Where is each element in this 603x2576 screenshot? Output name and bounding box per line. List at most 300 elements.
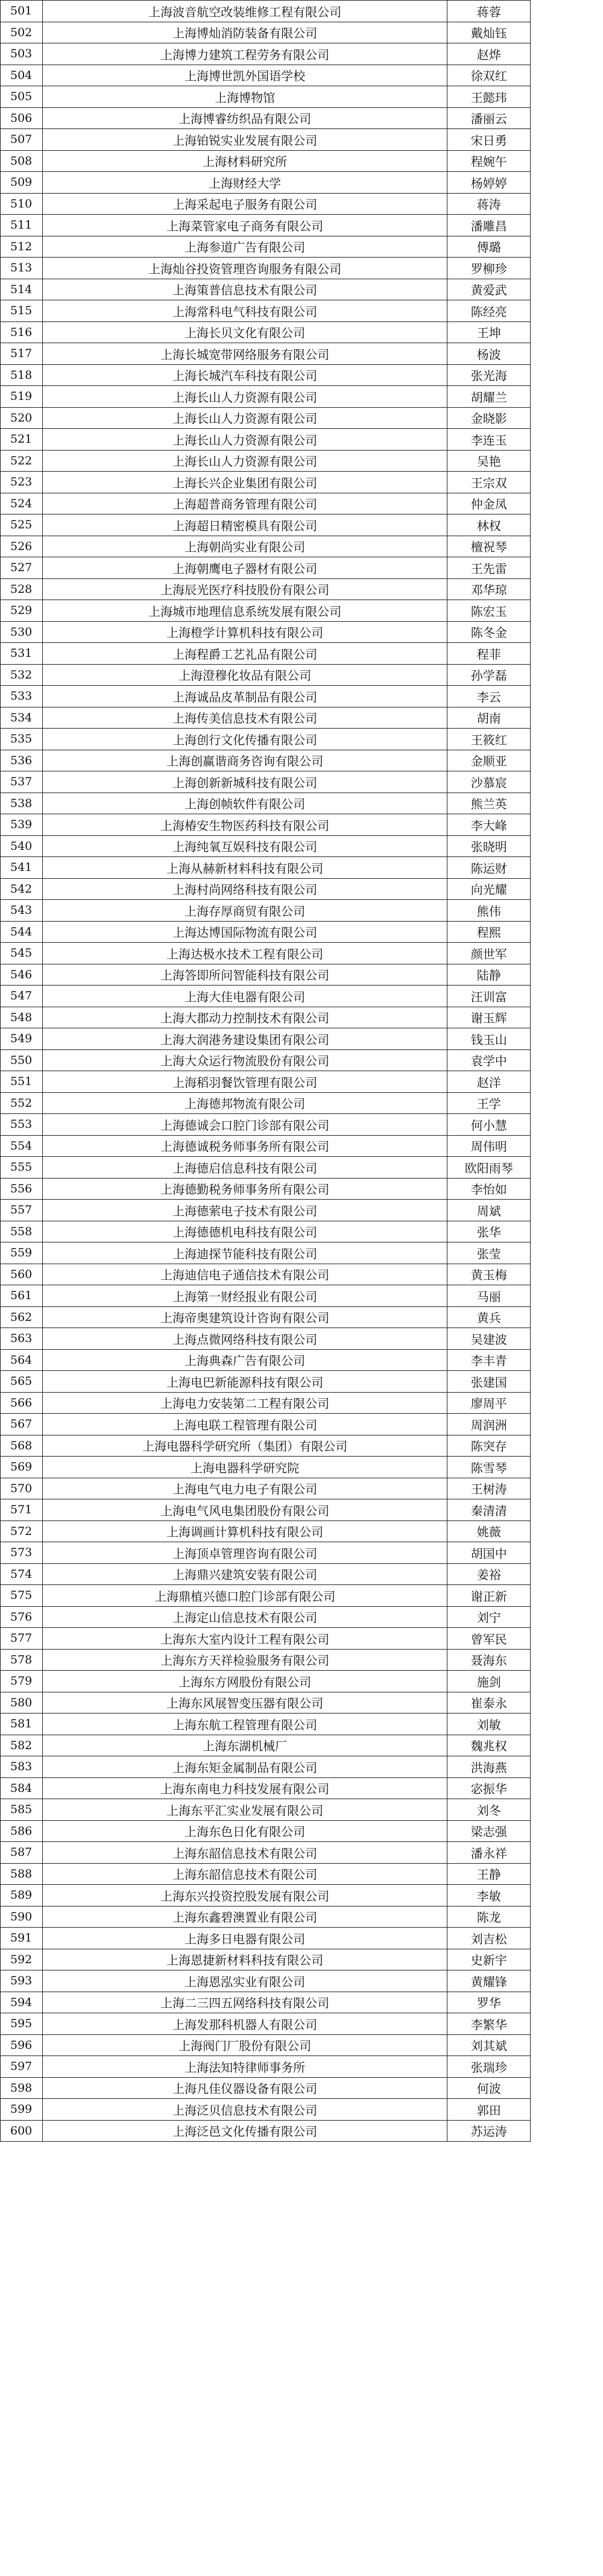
company-name-cell: 上海电气电力电子有限公司 bbox=[42, 1478, 447, 1499]
table-row bbox=[1, 921, 603, 943]
blank-margin-cell bbox=[531, 343, 603, 365]
table-row bbox=[1, 814, 603, 836]
table-row bbox=[1, 1906, 603, 1928]
blank-margin-cell bbox=[531, 1692, 603, 1714]
row-number-cell: 578 bbox=[1, 1649, 43, 1671]
row-number-cell: 508 bbox=[1, 150, 43, 172]
blank-margin-cell bbox=[531, 1906, 603, 1928]
person-name-cell: 张建国 bbox=[447, 1371, 531, 1393]
blank-margin-cell bbox=[531, 1092, 603, 1114]
person-name-cell: 施剑 bbox=[447, 1671, 531, 1692]
row-number-cell: 527 bbox=[1, 557, 43, 579]
person-name-cell: 杨婷婷 bbox=[447, 172, 531, 194]
blank-margin-cell bbox=[531, 1992, 603, 2013]
person-name-cell: 黄爱武 bbox=[447, 279, 531, 300]
blank-margin-cell bbox=[531, 964, 603, 986]
company-name-cell: 上海策普信息技术有限公司 bbox=[42, 279, 447, 300]
blank-margin-cell bbox=[531, 364, 603, 386]
blank-margin-cell bbox=[531, 878, 603, 900]
table-row bbox=[1, 364, 603, 386]
person-name-cell: 罗柳珍 bbox=[447, 258, 531, 279]
person-name-cell: 王先雷 bbox=[447, 557, 531, 579]
person-name-cell: 欧阳雨琴 bbox=[447, 1157, 531, 1179]
row-number-cell: 591 bbox=[1, 1928, 43, 1949]
row-number-cell: 515 bbox=[1, 300, 43, 322]
person-name-cell: 蒋蓉 bbox=[447, 1, 531, 22]
table-row bbox=[1, 1499, 603, 1521]
row-number-cell: 523 bbox=[1, 472, 43, 493]
table-row bbox=[1, 1221, 603, 1242]
row-number-cell: 564 bbox=[1, 1349, 43, 1371]
company-name-cell: 上海答即所问智能科技有限公司 bbox=[42, 964, 447, 986]
blank-margin-cell bbox=[531, 236, 603, 258]
table-row bbox=[1, 1135, 603, 1157]
table-row bbox=[1, 536, 603, 557]
row-number-cell: 516 bbox=[1, 321, 43, 343]
table-row bbox=[1, 150, 603, 172]
row-number-cell: 563 bbox=[1, 1328, 43, 1350]
row-number-cell: 509 bbox=[1, 172, 43, 194]
person-name-cell: 周润洲 bbox=[447, 1414, 531, 1435]
table-row bbox=[1, 1756, 603, 1778]
table-row bbox=[1, 1863, 603, 1885]
table-row bbox=[1, 2056, 603, 2078]
row-number-cell: 519 bbox=[1, 386, 43, 408]
table-row bbox=[1, 1777, 603, 1799]
company-name-cell: 上海东矩金属制品有限公司 bbox=[42, 1756, 447, 1778]
company-name-cell: 上海德德机电科技有限公司 bbox=[42, 1221, 447, 1242]
row-number-cell: 552 bbox=[1, 1092, 43, 1114]
blank-margin-cell bbox=[531, 129, 603, 151]
company-name-cell: 上海鼎兴建筑安装有限公司 bbox=[42, 1563, 447, 1585]
table-row bbox=[1, 750, 603, 771]
person-name-cell: 马丽 bbox=[447, 1285, 531, 1307]
blank-margin-cell bbox=[531, 429, 603, 451]
table-row bbox=[1, 1071, 603, 1093]
company-name-cell: 上海创帧软件有限公司 bbox=[42, 793, 447, 814]
company-name-cell: 上海椿安生物医药科技有限公司 bbox=[42, 814, 447, 836]
person-name-cell: 王懿玮 bbox=[447, 86, 531, 108]
table-row bbox=[1, 236, 603, 258]
row-number-cell: 558 bbox=[1, 1221, 43, 1242]
row-number-cell: 548 bbox=[1, 1007, 43, 1028]
blank-margin-cell bbox=[531, 1221, 603, 1242]
row-number-cell: 569 bbox=[1, 1457, 43, 1478]
blank-margin-cell bbox=[531, 2034, 603, 2056]
row-number-cell: 531 bbox=[1, 643, 43, 665]
table-row bbox=[1, 343, 603, 365]
blank-margin-cell bbox=[531, 1863, 603, 1885]
table-row bbox=[1, 193, 603, 215]
blank-margin-cell bbox=[531, 1928, 603, 1949]
company-name-cell: 上海发那科机器人有限公司 bbox=[42, 2013, 447, 2035]
table-row bbox=[1, 557, 603, 579]
blank-margin-cell bbox=[531, 1049, 603, 1071]
person-name-cell: 赵烨 bbox=[447, 43, 531, 65]
row-number-cell: 539 bbox=[1, 814, 43, 836]
table-row bbox=[1, 407, 603, 429]
blank-margin-cell bbox=[531, 1, 603, 22]
person-name-cell: 张瑞珍 bbox=[447, 2056, 531, 2078]
company-name-cell: 上海电器科学研究所（集团）有限公司 bbox=[42, 1435, 447, 1457]
blank-margin-cell bbox=[531, 1007, 603, 1028]
row-number-cell: 592 bbox=[1, 1949, 43, 1970]
company-name-cell: 上海德启信息科技有限公司 bbox=[42, 1157, 447, 1179]
row-number-cell: 504 bbox=[1, 65, 43, 86]
table-row bbox=[1, 300, 603, 322]
blank-margin-cell bbox=[531, 814, 603, 836]
row-number-cell: 538 bbox=[1, 793, 43, 814]
person-name-cell: 苏运涛 bbox=[447, 2120, 531, 2142]
person-name-cell: 何小慧 bbox=[447, 1114, 531, 1136]
blank-margin-cell bbox=[531, 1521, 603, 1542]
row-number-cell: 547 bbox=[1, 986, 43, 1007]
blank-margin-cell bbox=[531, 2077, 603, 2099]
table-row bbox=[1, 1285, 603, 1307]
person-name-cell: 吴艳 bbox=[447, 450, 531, 472]
company-name-cell: 上海澄穆化妆品有限公司 bbox=[42, 664, 447, 686]
company-name-cell: 上海菜管家电子商务有限公司 bbox=[42, 215, 447, 236]
row-number-cell: 581 bbox=[1, 1714, 43, 1735]
person-name-cell: 何波 bbox=[447, 2077, 531, 2099]
company-name-cell: 上海点微网络科技有限公司 bbox=[42, 1328, 447, 1350]
table-row bbox=[1, 1414, 603, 1435]
company-name-cell: 上海法知特律师事务所 bbox=[42, 2056, 447, 2078]
table-row bbox=[1, 1435, 603, 1457]
company-name-cell: 上海东平汇实业发展有限公司 bbox=[42, 1799, 447, 1821]
row-number-cell: 567 bbox=[1, 1414, 43, 1435]
table-row bbox=[1, 450, 603, 472]
table-row bbox=[1, 1521, 603, 1542]
table-row bbox=[1, 578, 603, 600]
blank-margin-cell bbox=[531, 664, 603, 686]
person-name-cell: 徐双红 bbox=[447, 65, 531, 86]
row-number-cell: 587 bbox=[1, 1842, 43, 1864]
table-row bbox=[1, 835, 603, 857]
person-name-cell: 廖周平 bbox=[447, 1392, 531, 1414]
row-number-cell: 560 bbox=[1, 1264, 43, 1285]
table-row bbox=[1, 1885, 603, 1907]
row-number-cell: 588 bbox=[1, 1863, 43, 1885]
table-row bbox=[1, 1542, 603, 1564]
table-row bbox=[1, 1692, 603, 1714]
row-number-cell: 528 bbox=[1, 578, 43, 600]
person-name-cell: 檀祝琴 bbox=[447, 536, 531, 557]
company-name-cell: 上海电力安装第二工程有限公司 bbox=[42, 1392, 447, 1414]
blank-margin-cell bbox=[531, 2013, 603, 2035]
person-name-cell: 王坤 bbox=[447, 321, 531, 343]
table-row bbox=[1, 386, 603, 408]
company-name-cell: 上海博睿纺织品有限公司 bbox=[42, 107, 447, 129]
company-name-cell: 上海德诚税务师事务所有限公司 bbox=[42, 1135, 447, 1157]
blank-margin-cell bbox=[531, 1135, 603, 1157]
row-number-cell: 532 bbox=[1, 664, 43, 686]
person-name-cell: 张莹 bbox=[447, 1242, 531, 1264]
blank-margin-cell bbox=[531, 1649, 603, 1671]
company-name-cell: 上海电气风电集团股份有限公司 bbox=[42, 1499, 447, 1521]
table-row bbox=[1, 215, 603, 236]
blank-margin-cell bbox=[531, 1285, 603, 1307]
row-number-cell: 514 bbox=[1, 279, 43, 300]
table-row bbox=[1, 1735, 603, 1756]
blank-margin-cell bbox=[531, 1671, 603, 1692]
company-name-cell: 上海博世凯外国语学校 bbox=[42, 65, 447, 86]
table-row bbox=[1, 1842, 603, 1864]
company-name-cell: 上海达博国际物流有限公司 bbox=[42, 921, 447, 943]
company-name-cell: 上海从赫新材料科技有限公司 bbox=[42, 857, 447, 879]
blank-margin-cell bbox=[531, 514, 603, 536]
company-name-cell: 上海长山人力资源有限公司 bbox=[42, 429, 447, 451]
blank-margin-cell bbox=[531, 686, 603, 707]
table-row bbox=[1, 1563, 603, 1585]
blank-margin-cell bbox=[531, 65, 603, 86]
company-name-cell: 上海德勤税务师事务所有限公司 bbox=[42, 1178, 447, 1200]
row-number-cell: 590 bbox=[1, 1906, 43, 1928]
blank-margin-cell bbox=[531, 1371, 603, 1393]
blank-margin-cell bbox=[531, 1028, 603, 1050]
blank-margin-cell bbox=[531, 900, 603, 922]
blank-margin-cell bbox=[531, 1842, 603, 1864]
row-number-cell: 530 bbox=[1, 621, 43, 643]
person-name-cell: 曾军民 bbox=[447, 1628, 531, 1650]
row-number-cell: 561 bbox=[1, 1285, 43, 1307]
row-number-cell: 599 bbox=[1, 2099, 43, 2121]
company-name-cell: 上海电巴新能源科技有限公司 bbox=[42, 1371, 447, 1393]
person-name-cell: 陆静 bbox=[447, 964, 531, 986]
blank-margin-cell bbox=[531, 1799, 603, 1821]
row-number-cell: 585 bbox=[1, 1799, 43, 1821]
row-number-cell: 542 bbox=[1, 878, 43, 900]
table-row bbox=[1, 600, 603, 622]
blank-margin-cell bbox=[531, 835, 603, 857]
table-row bbox=[1, 1992, 603, 2013]
blank-margin-cell bbox=[531, 1820, 603, 1842]
blank-margin-cell bbox=[531, 1714, 603, 1735]
company-name-cell: 上海博物馆 bbox=[42, 86, 447, 108]
blank-margin-cell bbox=[531, 1478, 603, 1499]
company-name-cell: 上海长贝文化有限公司 bbox=[42, 321, 447, 343]
blank-margin-cell bbox=[531, 621, 603, 643]
blank-margin-cell bbox=[531, 1414, 603, 1435]
table-row bbox=[1, 86, 603, 108]
company-name-cell: 上海德邦物流有限公司 bbox=[42, 1092, 447, 1114]
person-name-cell: 胡国中 bbox=[447, 1542, 531, 1564]
row-number-cell: 565 bbox=[1, 1371, 43, 1393]
company-name-cell: 上海东色日化有限公司 bbox=[42, 1820, 447, 1842]
blank-margin-cell bbox=[531, 1157, 603, 1179]
blank-margin-cell bbox=[531, 1328, 603, 1350]
company-name-cell: 上海泛贝信息技术有限公司 bbox=[42, 2099, 447, 2121]
row-number-cell: 597 bbox=[1, 2056, 43, 2078]
row-number-cell: 543 bbox=[1, 900, 43, 922]
company-name-cell: 上海城市地理信息系统发展有限公司 bbox=[42, 600, 447, 622]
person-name-cell: 张晓明 bbox=[447, 835, 531, 857]
row-number-cell: 546 bbox=[1, 964, 43, 986]
row-number-cell: 573 bbox=[1, 1542, 43, 1564]
company-name-cell: 上海二三四五网络科技有限公司 bbox=[42, 1992, 447, 2013]
person-name-cell: 戴灿钰 bbox=[447, 22, 531, 43]
person-name-cell: 刘敏 bbox=[447, 1714, 531, 1735]
person-name-cell: 李丰青 bbox=[447, 1349, 531, 1371]
blank-margin-cell bbox=[531, 729, 603, 750]
blank-margin-cell bbox=[531, 493, 603, 514]
company-name-cell: 上海电联工程管理有限公司 bbox=[42, 1414, 447, 1435]
company-name-cell: 上海传美信息技术有限公司 bbox=[42, 707, 447, 729]
row-number-cell: 595 bbox=[1, 2013, 43, 2035]
blank-margin-cell bbox=[531, 1735, 603, 1756]
person-name-cell: 陈雪琴 bbox=[447, 1457, 531, 1478]
blank-margin-cell bbox=[531, 1606, 603, 1628]
person-name-cell: 杨波 bbox=[447, 343, 531, 365]
company-name-cell: 上海大郡动力控制技术有限公司 bbox=[42, 1007, 447, 1028]
row-number-cell: 541 bbox=[1, 857, 43, 879]
blank-margin-cell bbox=[531, 1178, 603, 1200]
company-name-cell: 上海创赢谐商务咨询有限公司 bbox=[42, 750, 447, 771]
person-name-cell: 罗华 bbox=[447, 1992, 531, 2013]
row-number-cell: 517 bbox=[1, 343, 43, 365]
blank-margin-cell bbox=[531, 43, 603, 65]
company-name-cell: 上海东鑫碧澳置业有限公司 bbox=[42, 1906, 447, 1928]
blank-margin-cell bbox=[531, 472, 603, 493]
company-name-cell: 上海东兴投资控股发展有限公司 bbox=[42, 1885, 447, 1907]
table-row bbox=[1, 1478, 603, 1499]
person-name-cell: 王静 bbox=[447, 1863, 531, 1885]
row-number-cell: 566 bbox=[1, 1392, 43, 1414]
row-number-cell: 544 bbox=[1, 921, 43, 943]
row-number-cell: 576 bbox=[1, 1606, 43, 1628]
row-number-cell: 520 bbox=[1, 407, 43, 429]
row-number-cell: 555 bbox=[1, 1157, 43, 1179]
row-number-cell: 598 bbox=[1, 2077, 43, 2099]
blank-margin-cell bbox=[531, 22, 603, 43]
company-name-cell: 上海朝尚实业有限公司 bbox=[42, 536, 447, 557]
table-row bbox=[1, 2013, 603, 2035]
blank-margin-cell bbox=[531, 750, 603, 771]
blank-margin-cell bbox=[531, 986, 603, 1007]
person-name-cell: 赵洋 bbox=[447, 1071, 531, 1093]
row-number-cell: 594 bbox=[1, 1992, 43, 2013]
row-number-cell: 553 bbox=[1, 1114, 43, 1136]
person-name-cell: 钱玉山 bbox=[447, 1028, 531, 1050]
blank-margin-cell bbox=[531, 1949, 603, 1970]
table-row bbox=[1, 472, 603, 493]
blank-margin-cell bbox=[531, 857, 603, 879]
person-name-cell: 洪海燕 bbox=[447, 1756, 531, 1778]
row-number-cell: 557 bbox=[1, 1200, 43, 1221]
company-name-cell: 上海定山信息技术有限公司 bbox=[42, 1606, 447, 1628]
table-row bbox=[1, 793, 603, 814]
row-number-cell: 526 bbox=[1, 536, 43, 557]
company-name-cell: 上海存厚商贸有限公司 bbox=[42, 900, 447, 922]
company-name-cell: 上海德诚会口腔门诊部有限公司 bbox=[42, 1114, 447, 1136]
company-name-cell: 上海帝奥建筑设计咨询有限公司 bbox=[42, 1306, 447, 1328]
table-row bbox=[1, 1114, 603, 1136]
company-name-cell: 上海电器科学研究院 bbox=[42, 1457, 447, 1478]
person-name-cell: 李敏 bbox=[447, 1885, 531, 1907]
company-name-cell: 上海长城汽车科技有限公司 bbox=[42, 364, 447, 386]
table-row bbox=[1, 643, 603, 665]
row-number-cell: 540 bbox=[1, 835, 43, 857]
blank-margin-cell bbox=[531, 2120, 603, 2142]
table-row bbox=[1, 1178, 603, 1200]
blank-margin-cell bbox=[531, 407, 603, 429]
table-row bbox=[1, 1007, 603, 1028]
table-row bbox=[1, 493, 603, 514]
person-name-cell: 陈龙 bbox=[447, 1906, 531, 1928]
company-name-cell: 上海东方天祥检验服务有限公司 bbox=[42, 1649, 447, 1671]
row-number-cell: 571 bbox=[1, 1499, 43, 1521]
table-row bbox=[1, 2120, 603, 2142]
company-name-cell: 上海诚品皮革制品有限公司 bbox=[42, 686, 447, 707]
person-name-cell: 黄兵 bbox=[447, 1306, 531, 1328]
blank-margin-cell bbox=[531, 1071, 603, 1093]
person-name-cell: 史新宇 bbox=[447, 1949, 531, 1970]
table-row bbox=[1, 1306, 603, 1328]
person-name-cell: 傅璐 bbox=[447, 236, 531, 258]
person-name-cell: 林权 bbox=[447, 514, 531, 536]
company-name-cell: 上海采起电子服务有限公司 bbox=[42, 193, 447, 215]
table-row bbox=[1, 2099, 603, 2121]
row-number-cell: 529 bbox=[1, 600, 43, 622]
row-number-cell: 536 bbox=[1, 750, 43, 771]
company-name-cell: 上海调画计算机科技有限公司 bbox=[42, 1521, 447, 1542]
person-name-cell: 胡耀兰 bbox=[447, 386, 531, 408]
blank-margin-cell bbox=[531, 1885, 603, 1907]
company-name-cell: 上海鼎植兴德口腔门诊部有限公司 bbox=[42, 1585, 447, 1607]
company-name-cell: 上海纯氧互娱科技有限公司 bbox=[42, 835, 447, 857]
table-row bbox=[1, 279, 603, 300]
row-number-cell: 596 bbox=[1, 2034, 43, 2056]
table-row bbox=[1, 1371, 603, 1393]
row-number-cell: 525 bbox=[1, 514, 43, 536]
person-name-cell: 孙学磊 bbox=[447, 664, 531, 686]
table-row bbox=[1, 129, 603, 151]
person-name-cell: 黄耀锋 bbox=[447, 1970, 531, 1992]
table-row bbox=[1, 1157, 603, 1179]
row-number-cell: 575 bbox=[1, 1585, 43, 1607]
company-name-cell: 上海参道广告有限公司 bbox=[42, 236, 447, 258]
person-name-cell: 熊伟 bbox=[447, 900, 531, 922]
company-name-cell: 上海东韶信息技术有限公司 bbox=[42, 1842, 447, 1864]
company-name-cell: 上海长山人力资源有限公司 bbox=[42, 386, 447, 408]
blank-margin-cell bbox=[531, 172, 603, 194]
roster-rows bbox=[1, 1, 603, 2142]
table-row bbox=[1, 878, 603, 900]
person-name-cell: 陈冬金 bbox=[447, 621, 531, 643]
row-number-cell: 551 bbox=[1, 1071, 43, 1093]
table-row bbox=[1, 1392, 603, 1414]
row-number-cell: 512 bbox=[1, 236, 43, 258]
row-number-cell: 580 bbox=[1, 1692, 43, 1714]
table-row bbox=[1, 1799, 603, 1821]
blank-margin-cell bbox=[531, 215, 603, 236]
blank-margin-cell bbox=[531, 2099, 603, 2121]
person-name-cell: 周斌 bbox=[447, 1200, 531, 1221]
blank-margin-cell bbox=[531, 578, 603, 600]
company-name-cell: 上海阀门厂股份有限公司 bbox=[42, 2034, 447, 2056]
row-number-cell: 505 bbox=[1, 86, 43, 108]
person-name-cell: 刘冬 bbox=[447, 1799, 531, 1821]
blank-margin-cell bbox=[531, 771, 603, 793]
table-row bbox=[1, 964, 603, 986]
person-name-cell: 王学 bbox=[447, 1092, 531, 1114]
row-number-cell: 511 bbox=[1, 215, 43, 236]
row-number-cell: 559 bbox=[1, 1242, 43, 1264]
person-name-cell: 潘丽云 bbox=[447, 107, 531, 129]
person-name-cell: 黄玉梅 bbox=[447, 1264, 531, 1285]
row-number-cell: 535 bbox=[1, 729, 43, 750]
company-name-cell: 上海长山人力资源有限公司 bbox=[42, 407, 447, 429]
